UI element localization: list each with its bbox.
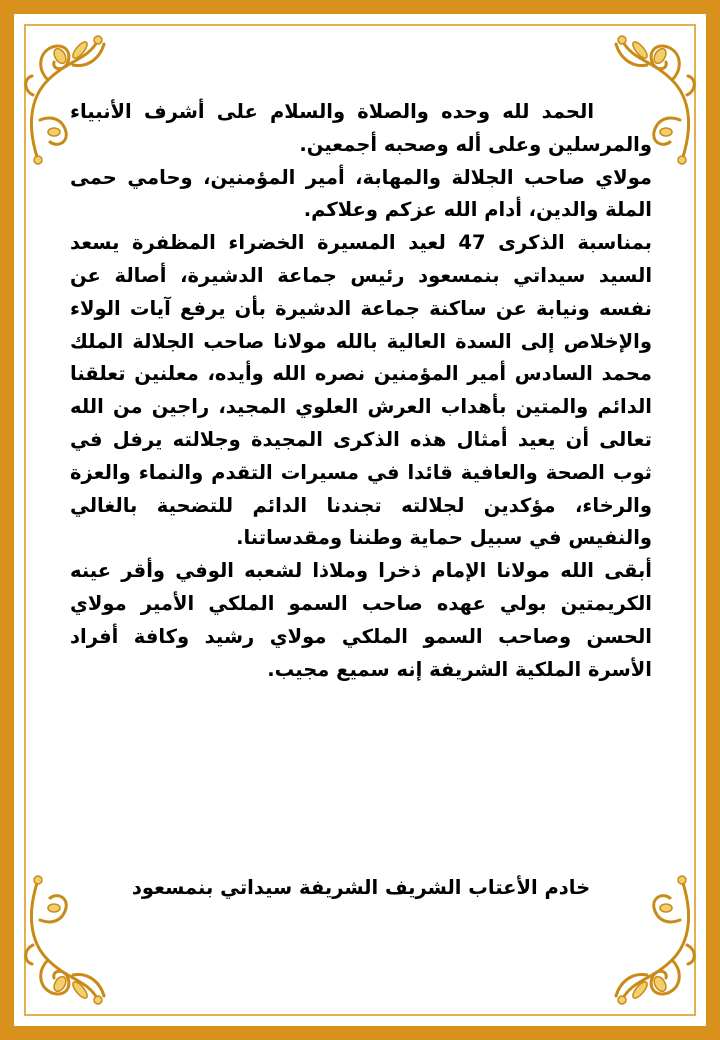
letter-paragraph-closing: أبقى الله مولانا الإمام ذخرا وملاذا لشعبه الوفي وأقر عينه الكريمتين بولي عهده صاحب السمو الملكي الأمير مولاي الحسن وصاحب السمو الملكي مولاي رشيد وكافة أفراد الأسرة الملكية الشريفة إنه سميع مجيب. xyxy=(70,559,652,681)
signature-line: خادم الأعتاب الشريف الشريفة سيداتي بنمسعود xyxy=(131,876,591,899)
letter-paragraph-main: بمناسبة الذكرى 47 لعيد المسيرة الخضراء المظفرة يسعد السيد سيداتي بنمسعود رئيس جماعة الدشيرة، أصالة عن نفسه ونيابة عن ساكنة جماعة الدشيرة بأن يرفع آيات الولاء والإخلاص إلى السدة العالية بالله مولانا صاحب الجلالة الملك محمد السادس أمير المؤمنين نصره الله وأيده، معلنين تعلقنا الدائم والمتين بأهداب العرش العلوي المجيد، راجين من الله تعالى أن يعيد أمثال هذه الذكرى المجيدة وجلالته يرفل في ثوب الصحة والعافية قائدا في مسيرات التقدم والنماء والعزة والرخاء، مؤكدين لجلالته تجندنا الدائم للتضحية بالغالي والنفيس في سبيل حماية وطننا ومقدساتنا. xyxy=(70,231,652,550)
letter-body xyxy=(70,96,652,686)
letter-paragraph-salutation: مولاي صاحب الجلالة والمهابة، أمير المؤمنين، وحامي حمى الملة والدين، أدام الله عزكم وعلاكم. xyxy=(70,165,652,222)
letter-paragraph-opening: الحمد لله وحده والصلاة والسلام على أشرف الأنبياء والمرسلين وعلى أله وصحبه أجمعين. xyxy=(70,100,652,156)
